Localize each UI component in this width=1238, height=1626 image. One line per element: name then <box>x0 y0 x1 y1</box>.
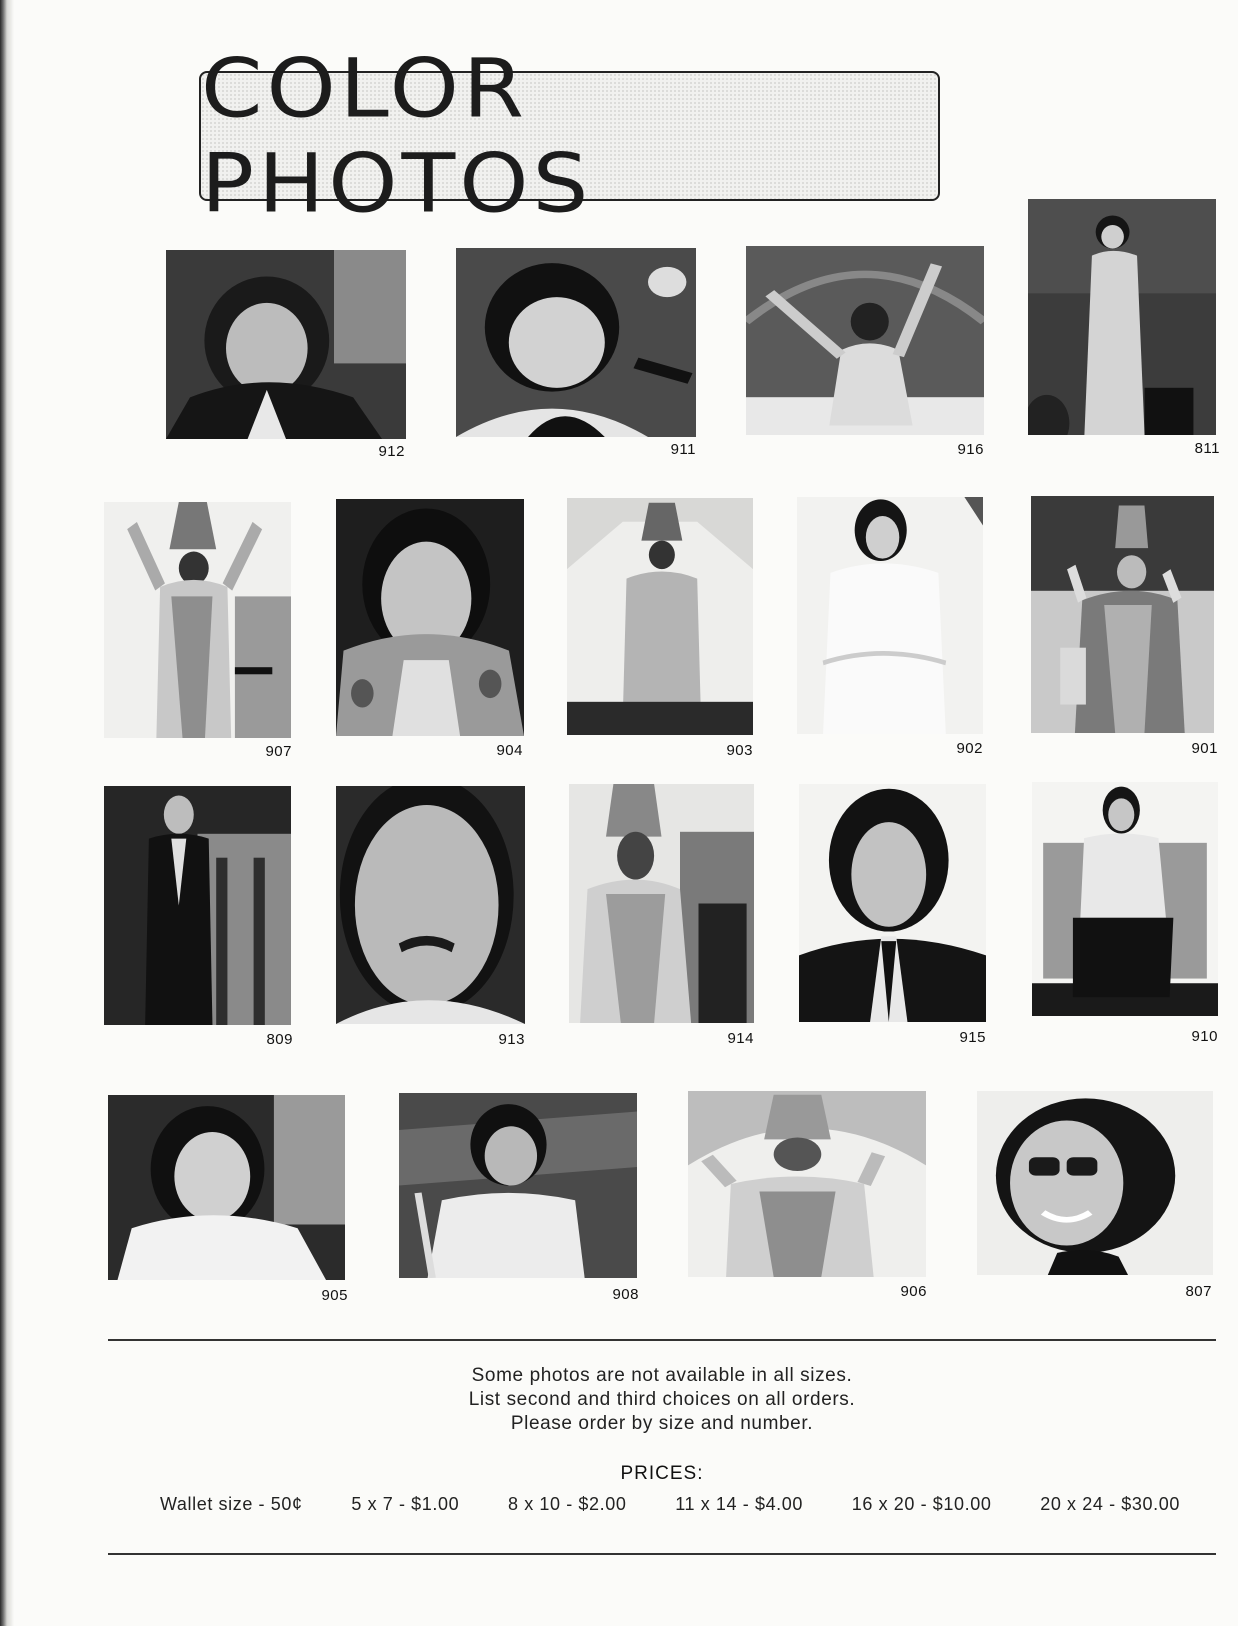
photo-916 <box>746 246 984 435</box>
photo-911 <box>456 248 696 437</box>
photo-number: 903 <box>726 742 753 759</box>
photo-number: 907 <box>265 743 292 760</box>
photo-914 <box>569 784 754 1023</box>
photo-902 <box>797 497 983 734</box>
photo-912 <box>166 250 406 439</box>
price-item: 5 x 7 - $1.00 <box>351 1494 460 1514</box>
photo-906 <box>688 1091 926 1277</box>
photo-number: 916 <box>957 441 984 458</box>
page-title: COLOR PHOTOS <box>201 41 593 231</box>
divider-top <box>108 1339 1216 1341</box>
photo-913 <box>336 786 525 1024</box>
photo-809 <box>104 786 291 1025</box>
photo-number: 902 <box>956 740 983 757</box>
photo-905 <box>108 1095 345 1280</box>
photo-number: 904 <box>496 742 523 759</box>
price-item: Wallet size - 50¢ <box>160 1494 303 1514</box>
photo-908 <box>399 1093 637 1278</box>
photo-number: 905 <box>321 1287 348 1304</box>
divider-bottom <box>108 1553 1216 1555</box>
photo-number: 908 <box>612 1286 639 1303</box>
photo-number: 914 <box>727 1030 754 1047</box>
note-line: Please order by size and number. <box>510 1413 814 1434</box>
price-item: 16 x 20 - $10.00 <box>851 1494 992 1514</box>
prices-heading: PRICES: <box>620 1463 704 1484</box>
photo-number: 910 <box>1191 1028 1218 1045</box>
price-item: 11 x 14 - $4.00 <box>675 1494 803 1514</box>
price-list <box>160 1494 1180 1515</box>
photo-910 <box>1032 782 1218 1016</box>
photo-903 <box>567 498 753 735</box>
photo-number: 911 <box>670 441 696 458</box>
photo-number: 811 <box>1194 440 1220 457</box>
order-notes <box>108 1364 1216 1436</box>
photo-number: 906 <box>900 1283 927 1300</box>
photo-907 <box>104 502 291 738</box>
photo-number: 912 <box>378 443 405 460</box>
page-binding-edge <box>0 0 14 1626</box>
note-line: List second and third choices on all orders. <box>468 1389 856 1410</box>
photo-number: 901 <box>1191 740 1218 757</box>
photo-number: 807 <box>1185 1283 1212 1300</box>
photo-number: 809 <box>266 1031 293 1048</box>
photo-811 <box>1028 199 1216 435</box>
price-item: 8 x 10 - $2.00 <box>508 1494 627 1514</box>
title-banner <box>199 41 940 231</box>
note-line: Some photos are not available in all sizes. <box>471 1365 853 1386</box>
photo-807 <box>977 1091 1213 1275</box>
price-item: 20 x 24 - $30.00 <box>1040 1494 1180 1514</box>
photo-901 <box>1031 496 1214 733</box>
photo-915 <box>799 784 986 1022</box>
photo-number: 915 <box>959 1029 986 1046</box>
photo-number: 913 <box>498 1031 525 1048</box>
photo-904 <box>336 499 524 736</box>
